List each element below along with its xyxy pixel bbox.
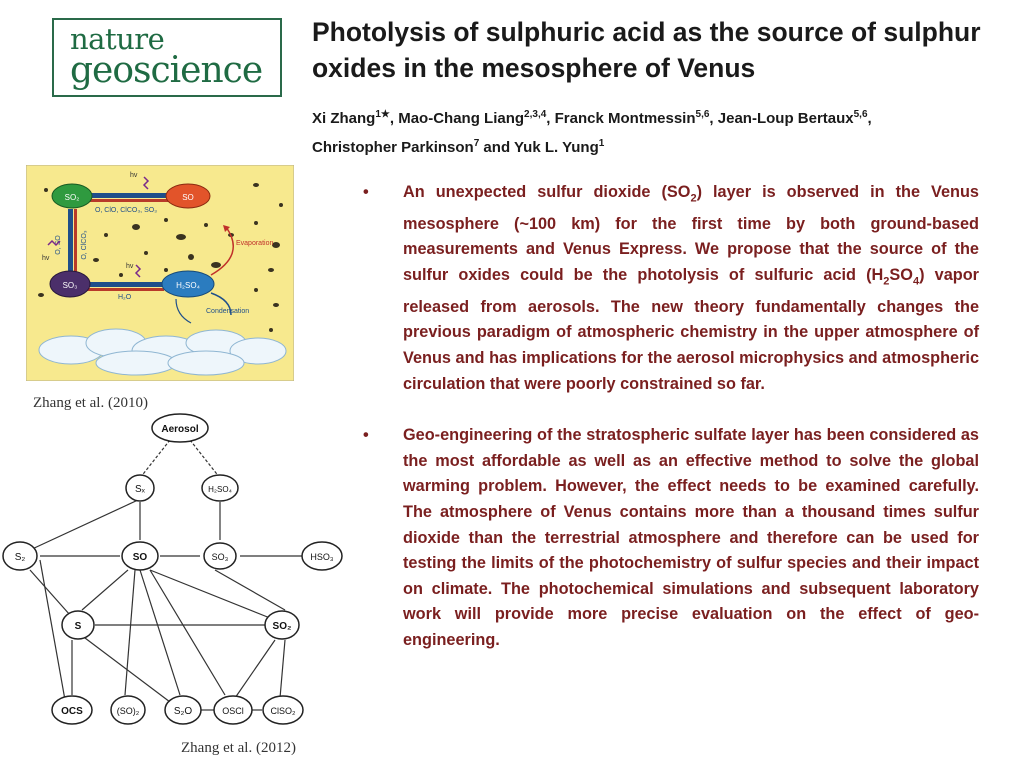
author-affiliation: 5,6 [695,109,710,120]
bullet-text: ) vapor released from aerosols. The new theory fundamentally changes the previous paradigm of atmospheric chemistry in the upper atmosphere of Venus and has implications for the aerosol microphysics and atmospheric circulation that were poorly constrained so far. [403,266,979,393]
subscript: 2 [690,192,697,205]
author-name: Mao-Chang Liang [398,110,525,127]
author-separator: , [389,110,399,127]
bullet-list [363,180,979,680]
author-name: Xi Zhang [312,110,376,127]
so2-label: SO₂ [64,193,80,202]
h2so4-label: H₂SO₄ [176,281,200,290]
node-sx: Sₓ [135,484,145,495]
sulfur-cycle-figure [26,165,294,381]
author-name: Christopher Parkinson [312,139,474,156]
node-clso2: ClSO₂ [270,706,296,716]
node-s2o: S₂O [173,706,193,717]
hv-label: hv [42,255,50,262]
author-separator: , [709,110,718,127]
author-name: Jean-Loup Bertaux [717,110,854,127]
condensation-label: Condensation [206,308,250,315]
bullet-text: SO [889,266,913,285]
evaporation-label: Evaporation [236,240,274,247]
author-separator: , [546,110,555,127]
hv-label: hv [130,172,138,179]
bullet-text: An unexpected sulfur dioxide (SO [403,183,691,201]
node-oscl: OSCl [222,706,244,716]
figure1-caption: Zhang et al. (2010) [33,395,148,411]
node-s: S [74,621,82,632]
node-so-dimer: (SO)₂ [116,706,140,716]
node-h2so4: H₂SO₄ [208,485,232,494]
logo-nature-text: nature [70,22,165,56]
bullet-item [363,180,979,397]
nature-geoscience-logo [52,18,282,97]
subscript: 2 [883,275,890,288]
node-s2: S₂ [14,552,26,563]
author-separator: , [867,110,872,127]
bullet-marker: • [363,183,369,201]
bullet-item [363,423,979,653]
left-reaction-label: O, SO [55,235,62,255]
subscript: 4 [912,275,920,288]
author-name: Franck Montmessin [554,110,696,127]
author-affiliation: 5,6 [853,109,868,120]
so3-label: SO₃ [62,281,78,290]
so-label: SO [182,193,194,202]
author-affiliation: 7 [473,138,480,149]
left-reaction-label-2: O, ClCO₃ [81,230,88,260]
node-so: SO [132,552,148,563]
bullet-marker: • [363,426,369,445]
author-affiliation: 2,3,4 [524,109,547,120]
node-so3: SO₃ [211,552,229,562]
h2o-label: H₂O [118,294,132,301]
author-affiliation: 1★ [375,109,390,120]
author-separator: and [479,139,514,156]
logo-geoscience-text: geoscience [70,50,263,91]
bullet-text: ) layer is observed in the Venus mesosphere (~100 km) for the first time by both ground-based measurements and Venus Express. We propose that the source of the sulfur oxides could be the photolysis of sulfuric acid (H [403,183,979,285]
node-so2: SO₂ [272,621,292,632]
node-ocs: OCS [61,706,83,717]
node-hso3: HSO₃ [310,552,334,562]
hv-label: hv [126,263,134,270]
bullet-text: Geo-engineering of the stratospheric sulfate layer has been considered as the most affordable as well as an effective method to solve the global warming problem. However, the effect needs to be examined carefully. The atmosphere of Venus contains more than a thousand times sulfur dioxide than the terrestrial atmosphere and therefore can be used for testing the limits of the photochemistry of sulfur species and their impact on climate. The photochemical simulations and subsequent laboratory work will provide more precise evaluation on the effect of geo-engineering. [403,426,979,649]
author-affiliation: 1 [598,138,605,149]
author-list [312,102,1002,160]
paper-title: Photolysis of sulphuric acid as the source of sulphur oxides in the mesosphere of Venus [312,17,981,83]
author-name: Yuk L. Yung [514,139,599,156]
figure2-caption: Zhang et al. (2012) [181,740,296,756]
node-aerosol: Aerosol [161,424,199,435]
top-reaction-label: O, ClO, ClCO₃, SO₃ [94,207,158,214]
reaction-network-figure [0,410,350,736]
